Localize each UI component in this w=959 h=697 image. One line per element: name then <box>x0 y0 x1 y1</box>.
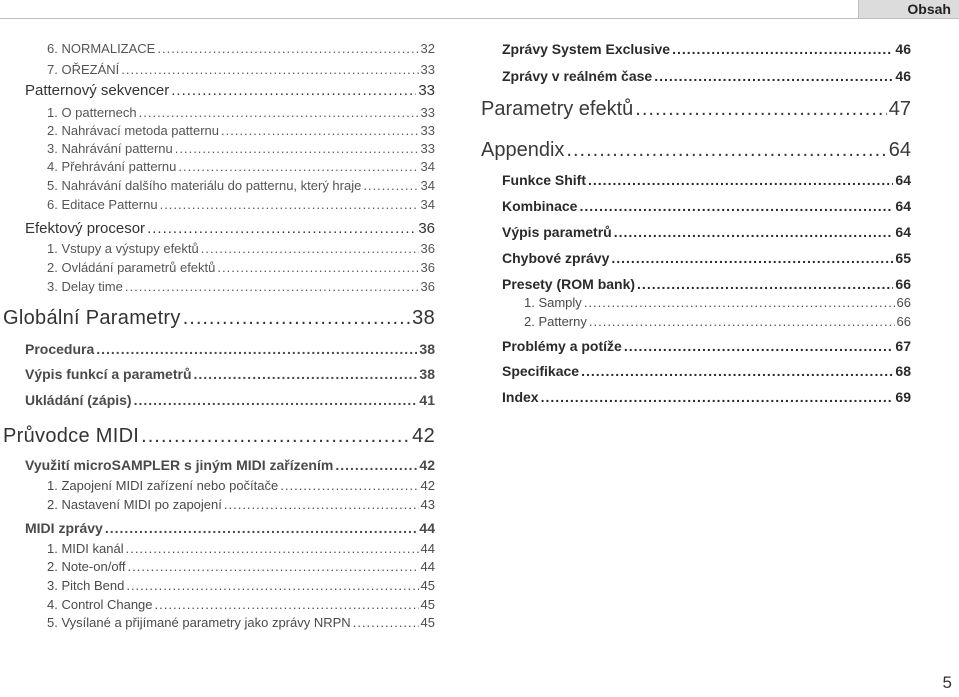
toc-entry[interactable]: 2. Nastavení MIDI po zapojení ..... 43 <box>47 497 435 512</box>
toc-entry-subsection[interactable]: Kombinace ..... 64 <box>502 198 911 214</box>
dot-leader <box>194 366 418 382</box>
toc-entry-section[interactable]: Patternový sekvencer ..... 33 <box>25 82 435 99</box>
toc-entry[interactable]: 4. Přehrávání patternu ..... 34 <box>47 159 435 174</box>
dot-leader <box>635 98 886 121</box>
header-rule <box>0 18 859 19</box>
dot-leader <box>126 541 419 556</box>
toc-entry-chapter[interactable]: Appendix ..... 64 <box>481 139 911 162</box>
toc-entry[interactable]: 3. Delay time ..... 36 <box>47 279 435 294</box>
toc-entry-subsection[interactable]: Problémy a potíže ..... 67 <box>502 338 911 354</box>
toc-entry[interactable]: 2. Note-on/off ..... 44 <box>47 559 435 574</box>
page-number: 5 <box>942 673 952 692</box>
dot-leader <box>183 307 410 330</box>
dot-leader <box>637 276 893 292</box>
toc-entry[interactable]: 3. Pitch Bend ..... 45 <box>47 578 435 593</box>
toc-entry-subsection[interactable]: Presety (ROM bank) ..... 66 <box>502 276 911 292</box>
toc-entry-chapter[interactable]: Globální Parametry ..... 38 <box>3 307 435 330</box>
dot-leader <box>201 241 419 256</box>
toc-entry[interactable]: 2. Nahrávací metoda patternu ..... 33 <box>47 123 435 138</box>
toc-entry[interactable]: 1. O patternech ..... 33 <box>47 105 435 120</box>
toc-entry-subsection[interactable]: Specifikace ..... 68 <box>502 363 911 379</box>
dot-leader <box>654 68 893 84</box>
dot-leader <box>126 578 418 593</box>
toc-entry-subsection[interactable]: Ukládání (zápis) ..... 41 <box>25 392 435 408</box>
dot-leader <box>589 314 895 329</box>
dot-leader <box>221 123 419 138</box>
toc-entry[interactable]: 1. MIDI kanál ..... 44 <box>47 541 435 556</box>
toc-entry[interactable]: 1. Vstupy a výstupy efektů ..... 36 <box>47 241 435 256</box>
toc-entry-subsection[interactable]: Zprávy System Exclusive ..... 46 <box>502 41 911 57</box>
toc-entry-subsection[interactable]: Funkce Shift ..... 64 <box>502 172 911 188</box>
toc-entry[interactable]: 1. Samply ..... 66 <box>524 295 911 310</box>
dot-leader <box>353 615 419 630</box>
dot-leader <box>139 105 419 120</box>
toc-entry[interactable]: 1. Zapojení MIDI zařízení nebo počítače ..... 42 <box>47 478 435 493</box>
dot-leader <box>134 392 418 408</box>
dot-leader <box>624 338 894 354</box>
dot-leader <box>141 425 410 448</box>
section-tab <box>858 0 959 19</box>
toc-entry-subsection[interactable]: Výpis parametrů ..... 64 <box>502 224 911 240</box>
dot-leader <box>588 172 893 188</box>
dot-leader <box>363 178 418 193</box>
toc-entry-chapter[interactable]: Průvodce MIDI ..... 42 <box>3 425 435 448</box>
toc-entry[interactable]: 5. Vysílané a přijímané parametry jako zprávy NRPN ..... 45 <box>47 615 435 630</box>
dot-leader <box>105 520 418 536</box>
dot-leader <box>96 341 417 357</box>
toc-entry[interactable]: 6. Editace Patternu ..... 34 <box>47 197 435 212</box>
dot-leader <box>579 198 893 214</box>
dot-leader <box>541 389 894 405</box>
dot-leader <box>224 497 419 512</box>
dot-leader <box>566 139 886 162</box>
toc-entry-subsection[interactable]: Zprávy v reálném čase ..... 46 <box>502 68 911 84</box>
section-tab-label: Obsah <box>907 1 951 17</box>
dot-leader <box>217 260 418 275</box>
dot-leader <box>614 224 894 240</box>
toc-entry-section[interactable]: Efektový procesor ..... 36 <box>25 220 435 237</box>
toc-entry-subsection[interactable]: Výpis funkcí a parametrů ..... 38 <box>25 366 435 382</box>
toc-entry-chapter[interactable]: Parametry efektů ..... 47 <box>481 98 911 121</box>
toc-entry[interactable]: 5. Nahrávání dalšího materiálu do patternu, který hraje ..... 34 <box>47 178 435 193</box>
toc-entry[interactable]: 2. Patterny ..... 66 <box>524 314 911 329</box>
dot-leader <box>160 197 419 212</box>
dot-leader <box>175 141 419 156</box>
dot-leader <box>128 559 419 574</box>
dot-leader <box>611 250 893 266</box>
toc-entry-subsection[interactable]: Index ..... 69 <box>502 389 911 405</box>
dot-leader <box>125 279 419 294</box>
toc-entry-subsection[interactable]: Chybové zprávy ..... 65 <box>502 250 911 266</box>
dot-leader <box>335 457 417 473</box>
toc-entry[interactable]: 2. Ovládání parametrů efektů ..... 36 <box>47 260 435 275</box>
dot-leader <box>147 220 416 237</box>
toc-entry[interactable]: 6. NORMALIZACE ..... 32 <box>47 41 435 56</box>
dot-leader <box>581 363 893 379</box>
toc-entry-subsection[interactable]: Využití microSAMPLER s jiným MIDI zařízením ..... 42 <box>25 457 435 473</box>
toc-entry[interactable]: 4. Control Change ..... 45 <box>47 597 435 612</box>
dot-leader <box>171 82 416 99</box>
dot-leader <box>121 62 418 77</box>
dot-leader <box>155 597 419 612</box>
toc-entry[interactable]: 7. OŘEZÁNÍ ..... 33 <box>47 62 435 77</box>
toc-entry-subsection[interactable]: MIDI zprávy ..... 44 <box>25 520 435 536</box>
dot-leader <box>157 41 418 56</box>
dot-leader <box>178 159 418 174</box>
dot-leader <box>584 295 895 310</box>
toc-entry-subsection[interactable]: Procedura ..... 38 <box>25 341 435 357</box>
toc-entry[interactable]: 3. Nahrávání patternu ..... 33 <box>47 141 435 156</box>
dot-leader <box>672 41 893 57</box>
dot-leader <box>280 478 418 493</box>
